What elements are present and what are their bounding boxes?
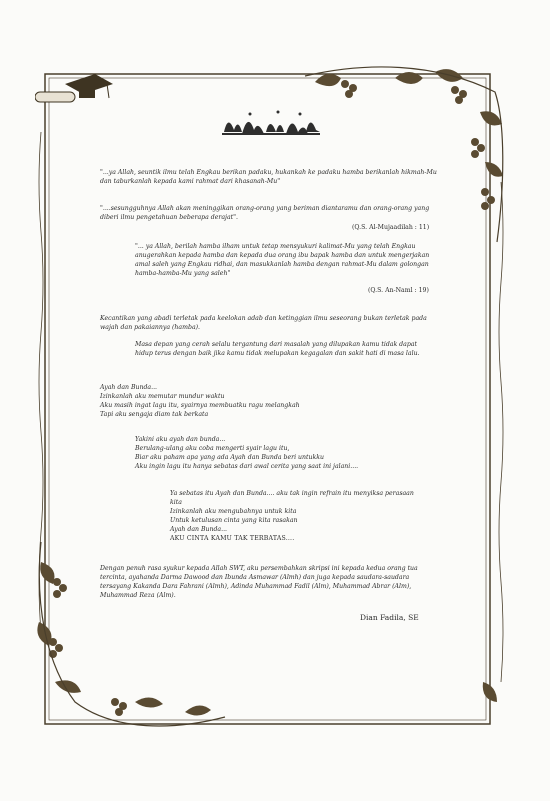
poem-closing-line: AKU CINTA KAMU TAK TERBATAS.... — [170, 535, 295, 542]
poem-stanza-3 — [170, 489, 420, 543]
poem-line: Aku ingin lagu itu hanya sebatas dari awal cerita yang saat ini jalani.... — [135, 463, 359, 470]
poem-line: Izinkanlah aku memutar mundur waktu — [100, 393, 225, 400]
quote-naml: "... ya Allah, berilah hamba ilham untuk tetap mensyukuri kalimat-Mu yang telah Engkau anugerahkan kepada hamba dan kepada dua orang ibu bapak hamba dan untuk mengerjakan amal saleh yang Engkau ridhai, dan masukkanlah hamba dengan rahmat-Mu dalam golongan hamba-hamba-Mu yang saleh" — [135, 243, 430, 277]
poem-stanza-2 — [135, 435, 415, 471]
poem-line: Untuk ketulusan cinta yang kita rasakan — [170, 517, 298, 524]
quote-naml-reference: (Q.S. An-Naml : 19) — [368, 287, 429, 294]
poem-line: Berulang-ulang aku coba mengerti syair lagu itu, — [135, 445, 290, 452]
poem-line: Ya sebatas itu Ayah dan Bunda.... aku tak ingin refrain itu menyiksa perasaan kita — [170, 490, 414, 506]
calligraphy-heading — [220, 108, 324, 138]
poem-line: Izinkanlah aku mengubahnya untuk kita — [170, 508, 297, 515]
poem-line: Tapi aku sengaja diam tak berkata — [100, 411, 209, 418]
poem-line: Aku masih ingat lagu itu, syairnya membuatku ragu melangkah — [100, 402, 300, 409]
poem-line: Yakini aku ayah dan bunda... — [135, 436, 226, 443]
author-signature: Dian Fadila, SE — [360, 613, 419, 622]
poem-stanza-1 — [100, 383, 340, 419]
poem-line: Biar aku paham apa yang ada Ayah dan Bunda beri untukku — [135, 454, 324, 461]
quote-mujaadilah-reference: (Q.S. Al-Mujaadilah : 11) — [352, 224, 430, 231]
quote-prayer: "...ya Allah, seuntik ilmu telah Engkau berikan padaku, hukankah ke padaku hamba berikanlah hikmah-Mu dan taburkanlah kepada kami rahmat dari khasanah-Mu" — [100, 169, 437, 185]
quote-mujaadilah: "....sesungguhnya Allah akan meninggikan orang-orang yang beriman diantaramu dan orang-orang yang diberi ilmu pengetahuan beberapa derajat". — [100, 205, 430, 221]
poem-line: Ayah dan Bunda... — [170, 526, 228, 533]
paragraph-future: Masa depan yang cerah selalu tergantung dari masalah yang dilupakan kamu tidak dapat hidup terus dengan baik jika kamu tidak melupakan kegagalan dan sakit hati di masa lalu. — [135, 341, 420, 357]
poem-line: Ayah dan Bunda... — [100, 384, 158, 391]
dedication-paragraph: Dengan penuh rasa syukur kepada Allah SWT, aku persembahkan skripsi ini kepada kedua orang tua tercinta, ayahanda Darma Dawood dan Ibunda Asmawar (Almh) dan juga kepada saudara-saudara tersayang Kakanda Dara Fahrani (Almh), Adinda Muhammad Fadil (Alm), Muhammad Abrar (Alm), Muhammad Reza (Alm). — [100, 565, 418, 599]
paragraph-beauty: Kecantikan yang abadi terletak pada keelokan adab dan ketinggian ilmu seseorang bukan terletak pada wajah dan pakaiannya (hamba). — [100, 315, 427, 331]
